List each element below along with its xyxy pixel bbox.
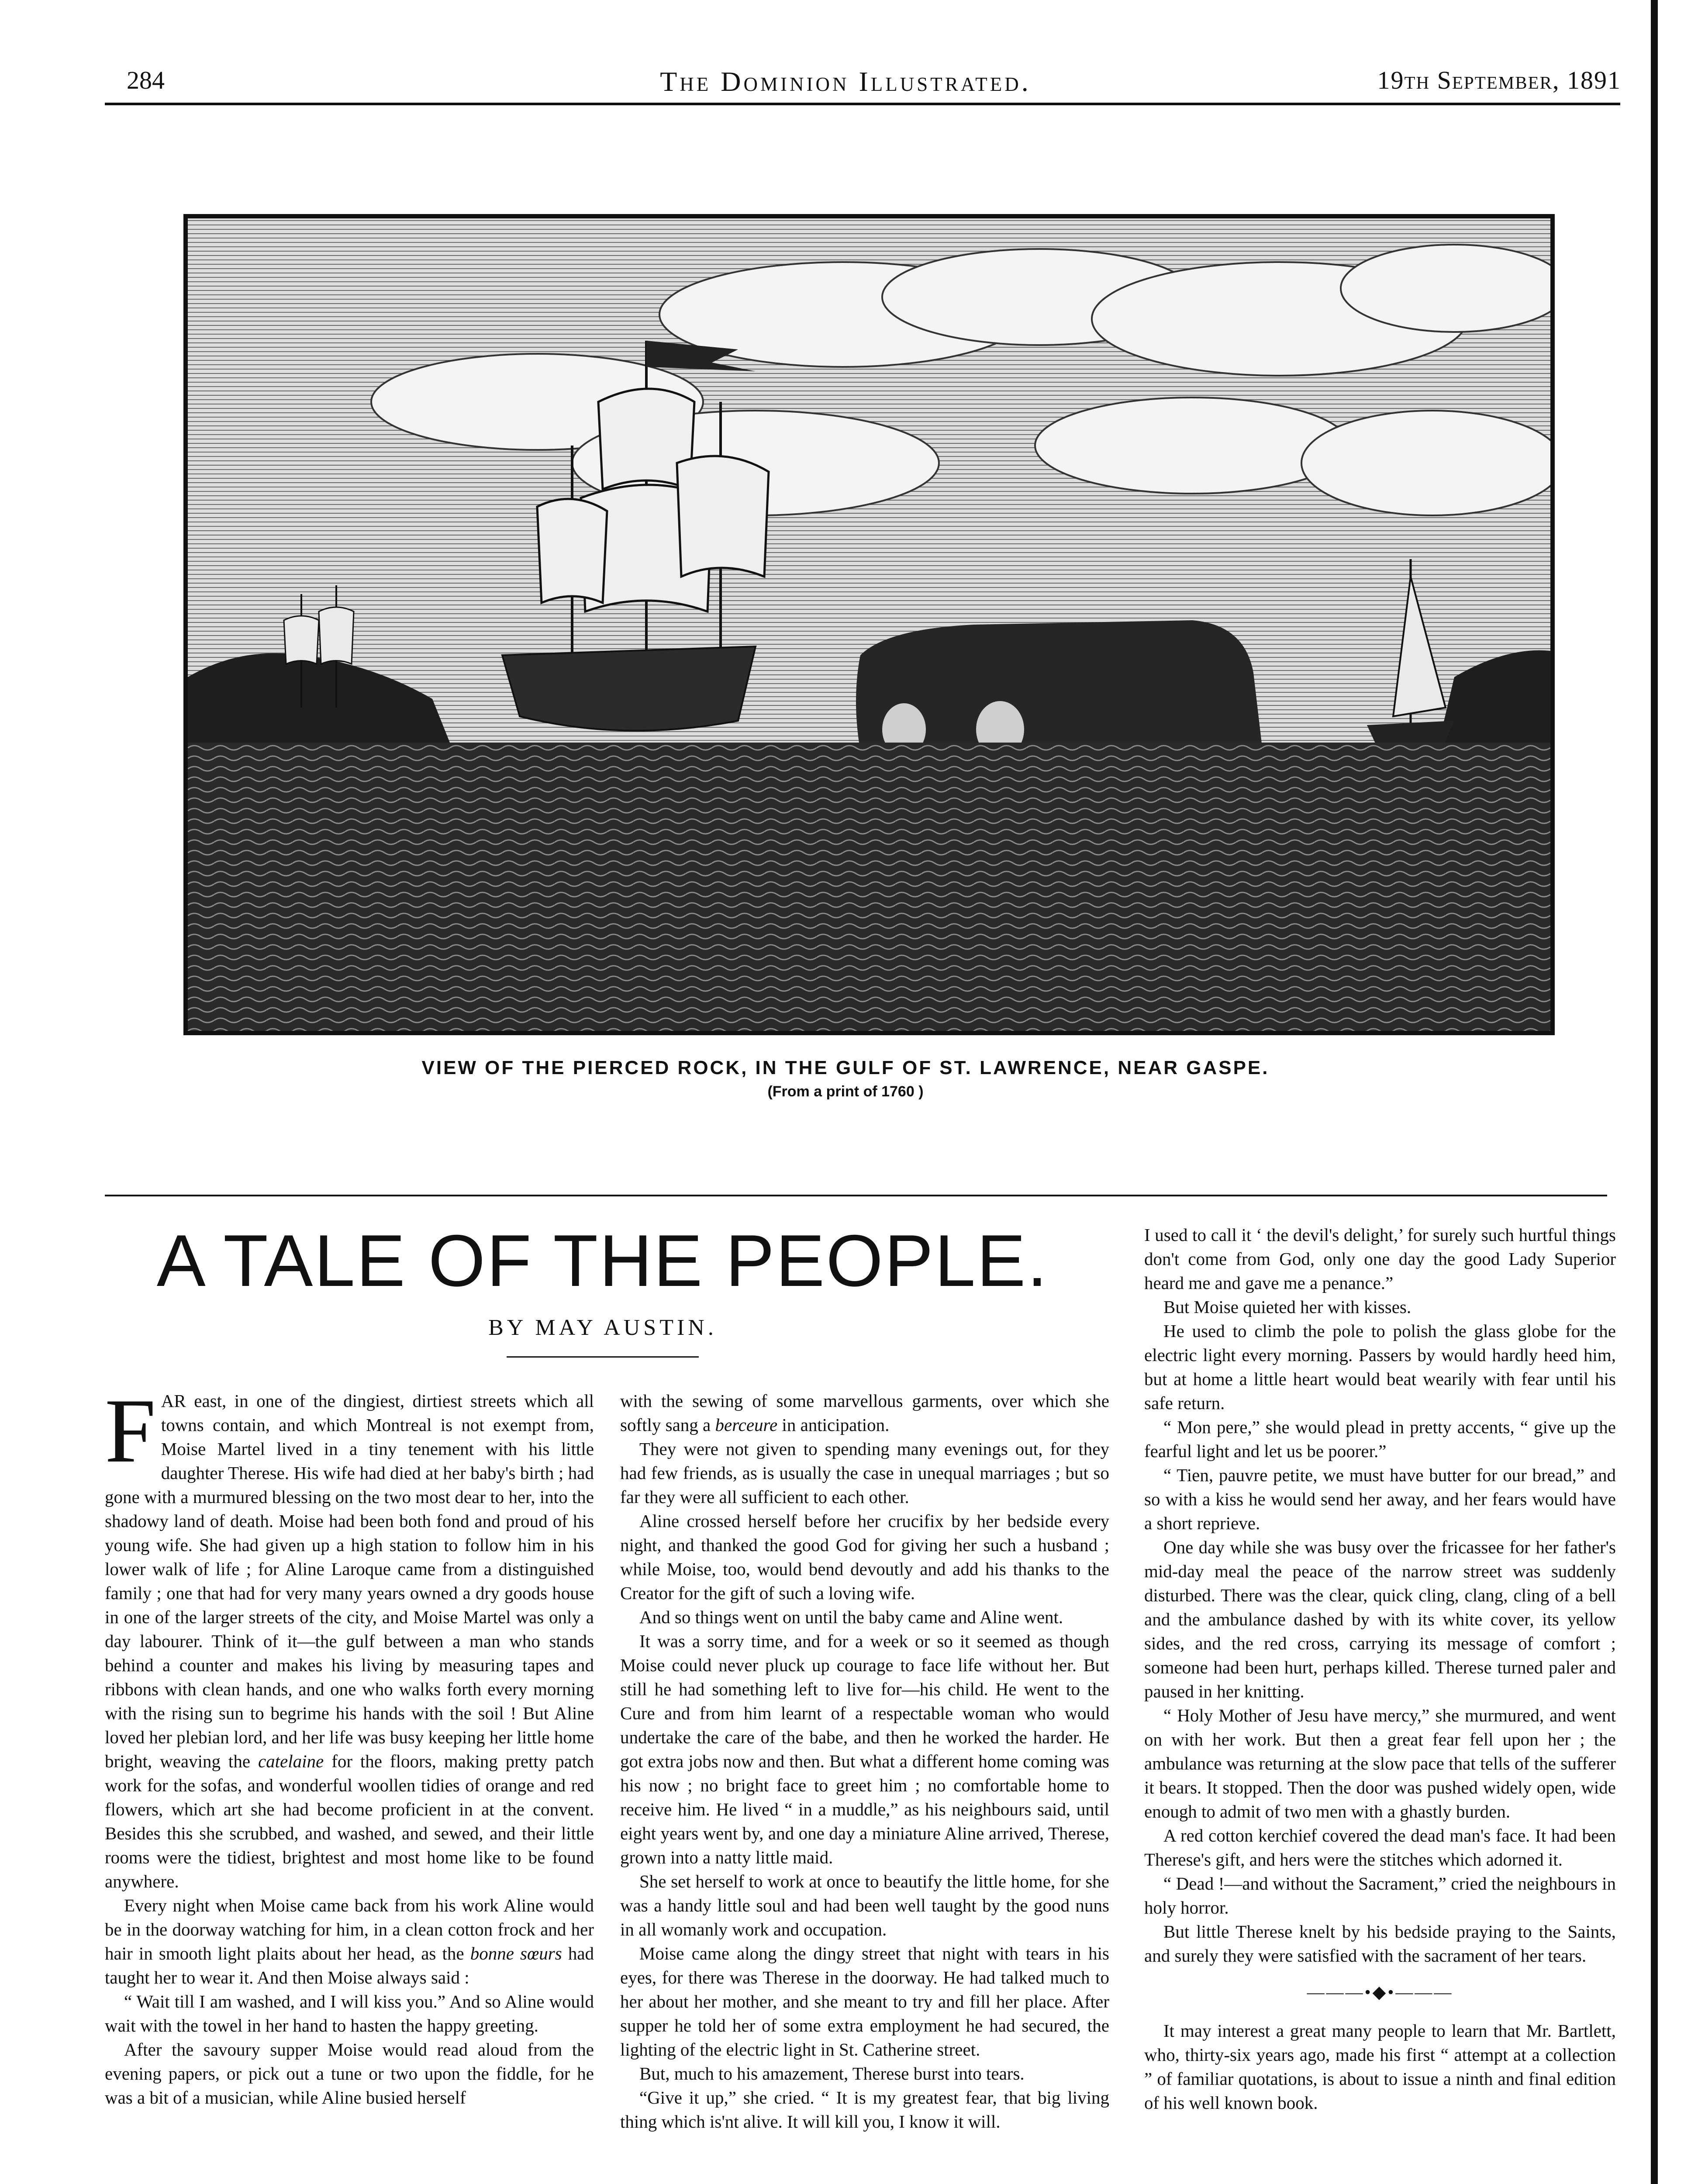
paragraph: One day while she was busy over the fricassee for her father's mid-day meal the peace of the narrow street was suddenly disturbed. There was the clear, quick cling, clang, cling of a bell and the ambulance dashed by with its white cover, its yellow sides, and the red cross, carrying its message of comfort ; someone had been hurt, perhaps killed. Therese turned paler and paused in her knitting. — [1144, 1537, 1616, 1701]
paragraph: But Moise quieted her with kisses. — [1163, 1297, 1411, 1317]
drop-cap: F — [105, 1380, 156, 1482]
paragraph: I used to call it ‘ the devil's delight,’ for surely such hurtful things don't come from God, only one day the good Lady Superior heard me and gave me a penance.” — [1144, 1225, 1616, 1293]
paragraph-text: AR east, in one of the dingiest, dirtiest streets which all towns contain, and which Montreal is not exempt from, Moise Martel lived in a tiny tenement with his little daughter Therese. His wife had died at her baby's birth ; had gone with a murmured blessing on the two most dear to her, into the shadowy land of death. Moise had been both fond and proud of his young wife. She had given up a high station to follow him in his lower walk of life ; for Aline Laroque came from a distinguished family ; one that had for very many years owned a dry goods house in one of the larger streets of the city, and Moise Martel was only a day labourer. Think of it—the gulf between a man who stands behind a counter and makes his living by measuring tapes and ribbons with clean hands, and one who walks forth every morning with the rising sun to begrime his hands with the soil ! But Aline loved her plebian lord, and her life was busy keeping her little home bright, weaving the — [105, 1391, 594, 1771]
section-ornament: ———•◆•——— — [1307, 1982, 1453, 2002]
paragraph: “Give it up,” she cried. “ It is my greatest fear, that big living thing which is'nt alive. It will kill you, I know it will. — [620, 2087, 1109, 2132]
paragraph: But little Therese knelt by his bedside praying to the Saints, and surely they were satisfied with the sacrament of her tears. — [1144, 1921, 1616, 1966]
illustration-caption: VIEW OF THE PIERCED ROCK, IN THE GULF OF ST. LAWRENCE, NEAR GASPE. — [421, 1057, 1270, 1078]
paragraph — [620, 1389, 1109, 1437]
paragraph: They were not given to spending many evenings out, for they had few friends, as is usually the case in unequal marriages ; but so far they were all sufficient to each other. — [620, 1439, 1109, 1507]
paragraph: “ Wait till I am washed, and I will kiss you.” And so Aline would wait with the towel in her hand to hasten the happy greeting. — [105, 1991, 594, 2035]
page-number: 284 — [127, 66, 165, 94]
italic-word: bonne sœurs — [470, 1943, 562, 1963]
pierced-rock-engraving — [188, 218, 1550, 1031]
paragraph — [105, 1380, 594, 1894]
paragraph-text: in anticipation. — [782, 1415, 890, 1435]
italic-word: berceure — [715, 1415, 778, 1435]
paragraph-text: Every night when Moise came back from his work Aline would be in the doorway watching for him, in a clean cotton frock and her hair in smooth light plaits about her head, as the — [105, 1895, 594, 1963]
paragraph: She set herself to work at once to beautify the little home, for she was a handy little soul and had been well taught by the good nuns in all womanly work and occupation. — [620, 1871, 1109, 1939]
byline-rule — [507, 1356, 699, 1358]
paragraph-text: for the floors, making pretty patch work for the sofas, and wonderful woollen tidies of orange and red flowers, which art she had become proficient in at the convent. Besides this she scrubbed, and washed, and sewed, and their little rooms were the tidiest, brightest and most home like to be found anywhere. — [105, 1751, 594, 1891]
engraving-illustration — [183, 214, 1555, 1035]
article-column-2 — [620, 1389, 1109, 2134]
paragraph — [105, 1894, 594, 1990]
note-paragraph: It may interest a great many people to learn that Mr. Bartlett, who, thirty-six years ago, made his first “ attempt at a collection ” of familiar quotations, is about to issue a ninth and final edition of his well known book. — [1144, 2021, 1616, 2113]
paragraph-text: with the sewing of some marvellous garments, over which she softly sang a — [620, 1391, 1109, 1435]
paragraph: A red cotton kerchief covered the dead man's face. It had been Therese's gift, and hers were the stitches which adorned it. — [1144, 1825, 1616, 1870]
paragraph: After the savoury supper Moise would read aloud from the evening papers, or pick out a tune or two upon the fiddle, for he was a bit of a musician, while Aline busied herself — [105, 2039, 594, 2108]
illustration-source: (From a print of 1760 ) — [767, 1083, 924, 1100]
paragraph: “ Holy Mother of Jesu have mercy,” she murmured, and went on with her work. But then a great fear fell upon her ; the ambulance was returning at the slow pace that tells of the sufferer it bears. It stopped. Then the door was pushed widely open, wide enough to admit of two men with a ghastly burden. — [1144, 1705, 1616, 1821]
paragraph: “ Tien, pauvre petite, we must have butter for our bread,” and so with a kiss he would send her away, and her fears would have a short reprieve. — [1144, 1465, 1616, 1533]
paragraph-text: had taught her to wear it. And then Moise always said : — [105, 1943, 594, 1987]
header-rule — [105, 103, 1620, 105]
paragraph: Aline crossed herself before her crucifix by her bedside every night, and thanked the good God for giving her such a husband ; while Moise, too, would bend devoutly and add his thanks to the Creator for the gift of such a loving wife. — [620, 1511, 1109, 1603]
paragraph: “ Mon pere,” she would plead in pretty accents, “ give up the fearful light and let us be poorer.” — [1144, 1417, 1616, 1461]
article-title: A TALE OF THE PEOPLE. — [156, 1220, 1049, 1302]
paragraph: And so things went on until the baby came and Aline went. — [639, 1607, 1063, 1627]
masthead: The Dominion Illustrated. — [660, 66, 1031, 97]
paragraph: But, much to his amazement, Therese burst into tears. — [639, 2063, 1025, 2084]
paragraph: “ Dead !—and without the Sacrament,” cried the neighbours in holy horror. — [1144, 1873, 1616, 1918]
paragraph: Moise came along the dingy street that night with tears in his eyes, for there was Therese in the doorway. He had talked much to her about her mother, and she meant to try and fill her place. After supper he told her of some extra employment he had secured, the lighting of the electric light in St. Catherine street. — [620, 1943, 1109, 2060]
paragraph: It was a sorry time, and for a week or so it seemed as though Moise could never pluck up courage to face life without her. But still he had something left to live for—his child. He went to the Cure and from him learnt of a respectable woman who would undertake the care of the babe, and then he worked the harder. He got extra jobs now and then. But what a different home coming was his now ; no bright face to greet him ; no comfortable home to receive him. He lived “ in a muddle,” as his neighbours said, until eight years went by, and one day a miniature Aline arrived, Therese, grown into a natty little maid. — [620, 1631, 1109, 1867]
article-column-1 — [105, 1380, 594, 2110]
article-rule — [105, 1195, 1607, 1196]
issue-date: 19th September, 1891 — [1377, 66, 1621, 94]
italic-word: catelaine — [258, 1751, 324, 1771]
paragraph: He used to climb the pole to polish the glass globe for the electric light every morning. Passers by would hardly heed him, but at home a little heart would beat wearily with fear until his safe return. — [1144, 1321, 1616, 1413]
article-byline: BY MAY AUSTIN. — [488, 1315, 717, 1340]
page-edge — [1651, 0, 1658, 2184]
article-column-3 — [1144, 1223, 1616, 2115]
